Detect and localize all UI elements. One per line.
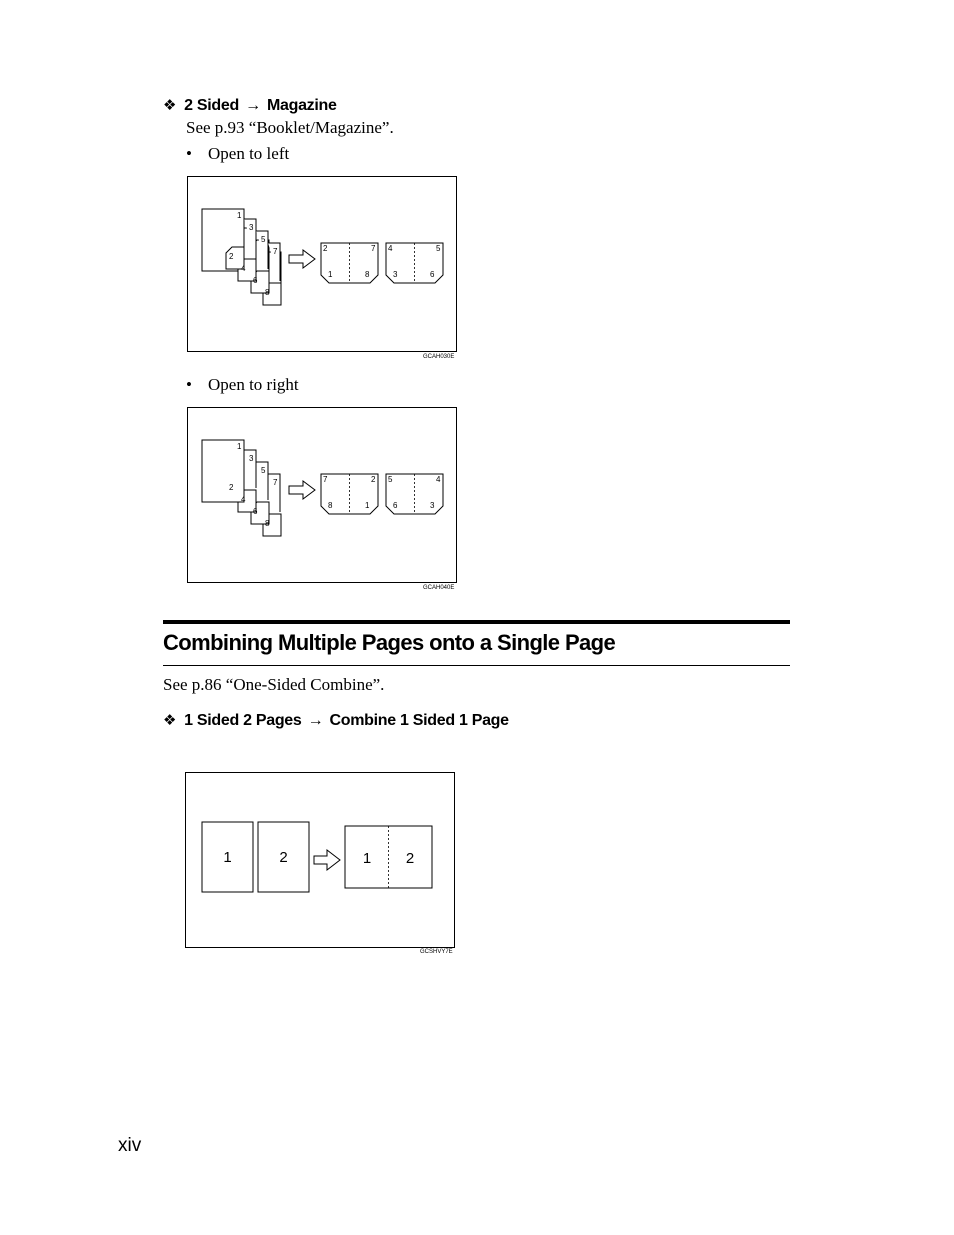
magazine-reference: See p.93 “Booklet/Magazine”. [186, 118, 394, 137]
svg-text:1: 1 [328, 270, 333, 279]
stack-num-3: 3 [249, 223, 254, 232]
stack-num-6: 6 [253, 276, 258, 285]
process-arrow-icon [289, 481, 315, 499]
figure-code-right: GCAH040E [423, 585, 455, 591]
right-arrow-icon: → [307, 712, 324, 729]
svg-text:3: 3 [393, 270, 398, 279]
combined-page-left-number: 1 [362, 850, 372, 867]
svg-text:4: 4 [436, 475, 441, 484]
svg-text:5: 5 [436, 244, 441, 253]
magazine-heading-right: Magazine [266, 97, 337, 114]
svg-text:8: 8 [365, 270, 370, 279]
figure-combine [185, 772, 455, 948]
svg-text:7: 7 [323, 475, 328, 484]
stack-num-5: 5 [261, 235, 266, 244]
figure-open-to-right [187, 407, 457, 583]
svg-text:5: 5 [388, 475, 393, 484]
section-title: Combining Multiple Pages onto a Single Page [163, 630, 616, 655]
output-sheet-1 [321, 243, 378, 283]
stack-num-7: 7 [273, 247, 278, 256]
stack-num-8: 8 [265, 519, 270, 528]
bullet-open-left [186, 144, 289, 164]
svg-text:1: 1 [365, 501, 370, 510]
stack-num-1: 1 [237, 211, 242, 220]
bullet-open-left-label: Open to left [208, 144, 290, 163]
figure-code-combine: GCSHVY7E [420, 949, 453, 955]
process-arrow-icon [314, 850, 340, 870]
magazine-heading [163, 96, 337, 115]
bullet-open-right-label: Open to right [208, 375, 299, 394]
stack-num-2: 2 [229, 483, 234, 492]
original-page-2-number: 2 [279, 849, 288, 866]
stack-num-4: 4 [241, 264, 246, 273]
combine-reference: See p.86 “One-Sided Combine”. [163, 675, 385, 694]
svg-text:4: 4 [388, 244, 393, 253]
combine-heading-left: 1 Sided 2 Pages [184, 712, 302, 729]
combined-page-right-number: 2 [405, 850, 415, 867]
bullet-dot: • [186, 144, 192, 163]
svg-text:7: 7 [371, 244, 376, 253]
stack-num-3: 3 [249, 454, 254, 463]
output-sheet-2 [386, 474, 443, 514]
stack-num-2: 2 [229, 252, 234, 261]
figure-combine-diagram [186, 773, 454, 947]
stack-num-4: 4 [241, 495, 246, 504]
svg-text:2: 2 [323, 244, 328, 253]
output-sheet-1 [321, 474, 378, 514]
bullet-dot: • [186, 375, 192, 394]
svg-text:8: 8 [328, 501, 333, 510]
svg-text:2: 2 [371, 475, 376, 484]
stack-num-1: 1 [237, 442, 242, 451]
svg-text:6: 6 [393, 501, 398, 510]
right-arrow-icon: → [245, 97, 261, 114]
diamond-bullet-icon: ❖ [163, 712, 177, 729]
section-bottom-rule [163, 665, 790, 666]
svg-text:3: 3 [430, 501, 435, 510]
stack-num-8: 8 [265, 288, 270, 297]
diamond-bullet-icon: ❖ [163, 97, 177, 114]
stack-num-7: 7 [273, 478, 278, 487]
combine-heading [163, 711, 509, 730]
figure-open-to-right-diagram [188, 408, 456, 582]
figure-open-to-left [187, 176, 457, 352]
svg-text:6: 6 [430, 270, 435, 279]
bullet-open-right [186, 375, 299, 395]
stack-num-6: 6 [253, 507, 258, 516]
magazine-heading-left: 2 Sided [184, 97, 239, 114]
section-top-rule [163, 620, 790, 624]
stack-num-5: 5 [261, 466, 266, 475]
combine-heading-right: Combine 1 Sided 1 Page [329, 712, 509, 729]
figure-code-left: GCAH030E [423, 354, 455, 360]
output-sheet-2 [386, 243, 443, 283]
figure-open-to-left-diagram [188, 177, 456, 351]
page-number: xiv [118, 1135, 142, 1156]
original-page-1-number: 1 [223, 849, 232, 866]
process-arrow-icon [289, 250, 315, 268]
